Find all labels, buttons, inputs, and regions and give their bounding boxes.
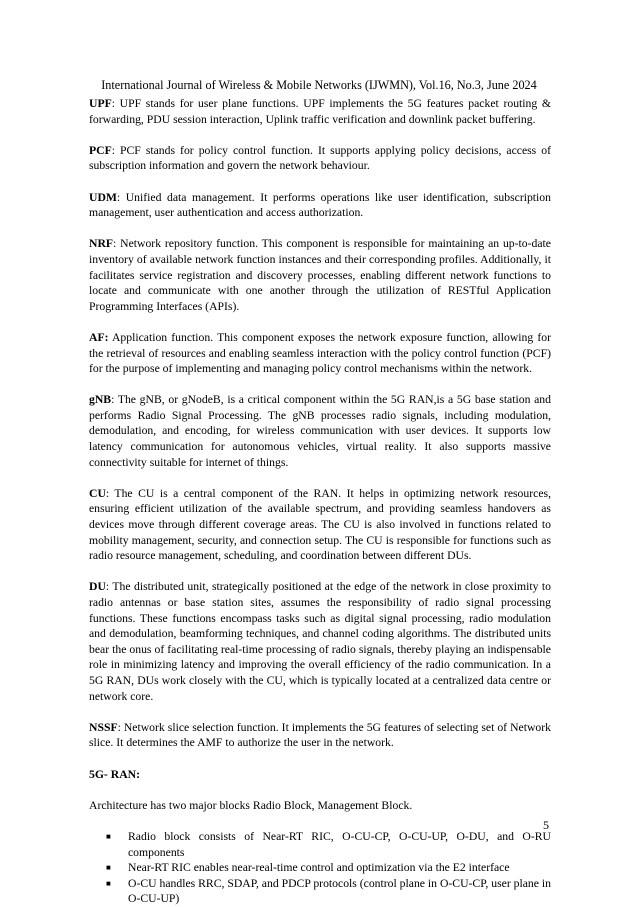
- page-number: 5: [543, 818, 549, 832]
- paragraph-text: The distributed unit, strategically positioned at the edge of the network in close proximity to radio antennas or base station sites, assumes the responsibility of radio signal processing functions. These functions encompass tasks such as digital signal processing, radio modulation and demodulation, beamforming techniques, and channel coding algorithms. The distributed units bear the onus of facilitating real-time processing of radio signals, thereby playing an indispensable role in minimizing latency and improving the overall efficiency of the radio communication. In a 5G RAN, DUs work closely with the CU, which is typically located at a centralized data centre or network core.: [89, 580, 551, 703]
- bullet-item: ■ O-CU handles RRC, SDAP, and PDCP protocols (control plane in O-CU-CP, user plane in O-CU-UP): [106, 876, 551, 906]
- term-udm: UDM: [89, 190, 117, 204]
- square-bullet-icon: ■: [106, 863, 111, 873]
- paragraph-text: Unified data management. It performs operations like user identification, subscription management, user authentication and access authorization.: [89, 190, 551, 220]
- page-body: [89, 96, 551, 907]
- bullet-list: [89, 829, 551, 907]
- paragraph-nrf: NRF: Network repository function. This component is responsible for maintaining an up-to-date inventory of available network function instances and their corresponding profiles. Additionally, it facilitates service registration and discovery processes, enabling different network functions to locate and communicate with one another through the utilization of RESTful Application Programming Interfaces (APIs).: [89, 237, 551, 313]
- paragraph-du: DU: The distributed unit, strategically positioned at the edge of the network in close proximity to radio antennas or base station sites, assumes the responsibility of radio signal processing functions. These functions encompass tasks such as digital signal processing, radio modulation and demodulation, beamforming techniques, and channel coding algorithms. The distributed units bear the onus of facilitating real-time processing of radio signals, thereby playing an indispensable role in minimizing latency and improving the overall efficiency of the radio communication. In a 5G RAN, DUs work closely with the CU, which is typically located at a centralized data centre or network core.: [89, 580, 551, 703]
- paragraph-text: Network slice selection function. It implements the 5G features of selecting set of Network slice. It determines the AMF to authorize the user in the network.: [89, 720, 551, 750]
- paragraph-upf: UPF: UPF stands for user plane functions. UPF implements the 5G features packet routing & forwarding, PDU session interaction, Uplink traffic verification and downlink packet buffering.: [89, 97, 551, 126]
- paragraph-text: The gNB, or gNodeB, is a critical component within the 5G RAN,is a 5G base station and performs Radio Signal Processing. The gNB processes radio signals, including modulation, demodulation, and encoding, for wireless communication with user devices. It supports low latency communication for autonomous vehicles, virtual reality. It also supports massive connectivity suitable for internet of things.: [89, 393, 551, 469]
- paragraph-text: PCF stands for policy control function. It supports applying policy decisions, access of subscription information and govern the network behaviour.: [89, 143, 551, 173]
- paragraph-text: UPF stands for user plane functions. UPF implements the 5G features packet routing & forwarding, PDU session interaction, Uplink traffic verification and downlink packet buffering.: [89, 97, 551, 126]
- running-header: International Journal of Wireless & Mobile Networks (IJWMN), Vol.16, No.3, June 2024: [101, 78, 537, 92]
- section-heading: 5G- RAN:: [89, 767, 140, 781]
- paragraph-nssf: NSSF: Network slice selection function. It implements the 5G features of selecting set of Network slice. It determines the AMF to authorize the user in the network.: [89, 720, 551, 750]
- section-intro: Architecture has two major blocks Radio Block, Management Block.: [89, 798, 413, 812]
- bullet-item: ■ Near-RT RIC enables near-real-time control and optimization via the E2 interface: [106, 861, 510, 875]
- paragraph-gnb: gNB: The gNB, or gNodeB, is a critical component within the 5G RAN,is a 5G base station and performs Radio Signal Processing. The gNB processes radio signals, including modulation, demodulation, and encoding, for wireless communication with user devices. It supports low latency communication for autonomous vehicles, virtual reality. It also supports massive connectivity suitable for internet of things.: [89, 393, 551, 469]
- square-bullet-icon: ■: [106, 831, 111, 841]
- paragraph-text: Application function. This component exposes the network exposure function, allowing for the retrieval of resources and enabling seamless interaction with the policy control function (PCF) for the purpose of implementing and managing policy control mechanisms within the network.: [89, 330, 551, 376]
- paragraph-text: Network repository function. This component is responsible for maintaining an up-to-date inventory of available network function instances and their corresponding profiles. Additionally, it facilitates service registration and discovery processes, enabling different network functions to locate and communicate with one another through the utilization of RESTful Application Programming Interfaces (APIs).: [89, 237, 551, 313]
- term-cu: CU: [89, 486, 106, 500]
- paragraph-pcf: PCF: PCF stands for policy control function. It supports applying policy decisions, access of subscription information and govern the network behaviour.: [89, 143, 551, 173]
- paragraph-text: The CU is a central component of the RAN. It helps in optimizing network resources, ensuring efficient utilization of the available spectrum, and providing seamless handovers as devices move through different coverage areas. The CU is also involved in functions related to mobility management, security, and connection setup. The CU is responsible for functions such as radio resource management, scheduling, and coordination between different DUs.: [89, 486, 551, 563]
- square-bullet-icon: ■: [106, 878, 111, 888]
- bullet-item: ■ Radio block consists of Near-RT RIC, O-CU-CP, O-CU-UP, O-DU, and O-RU components: [106, 829, 551, 859]
- paragraph-udm: UDM: Unified data management. It performs operations like user identification, subscription management, user authentication and access authorization.: [89, 190, 551, 220]
- term-pcf: PCF: [89, 143, 112, 157]
- term-upf: UPF: [89, 97, 112, 110]
- paragraph-cu: CU: The CU is a central component of the RAN. It helps in optimizing network resources, ensuring efficient utilization of the available spectrum, and providing seamless handovers as devices move through different coverage areas. The CU is also involved in functions related to mobility management, security, and connection setup. The CU is responsible for functions such as radio resource management, scheduling, and coordination between different DUs.: [89, 486, 551, 563]
- term-af: AF:: [89, 330, 109, 344]
- term-gnb: gNB: [89, 393, 112, 407]
- paragraph-af: [89, 330, 551, 377]
- term-du: DU: [89, 580, 106, 594]
- term-nssf: NSSF: [89, 720, 118, 734]
- term-nrf: NRF: [89, 237, 114, 251]
